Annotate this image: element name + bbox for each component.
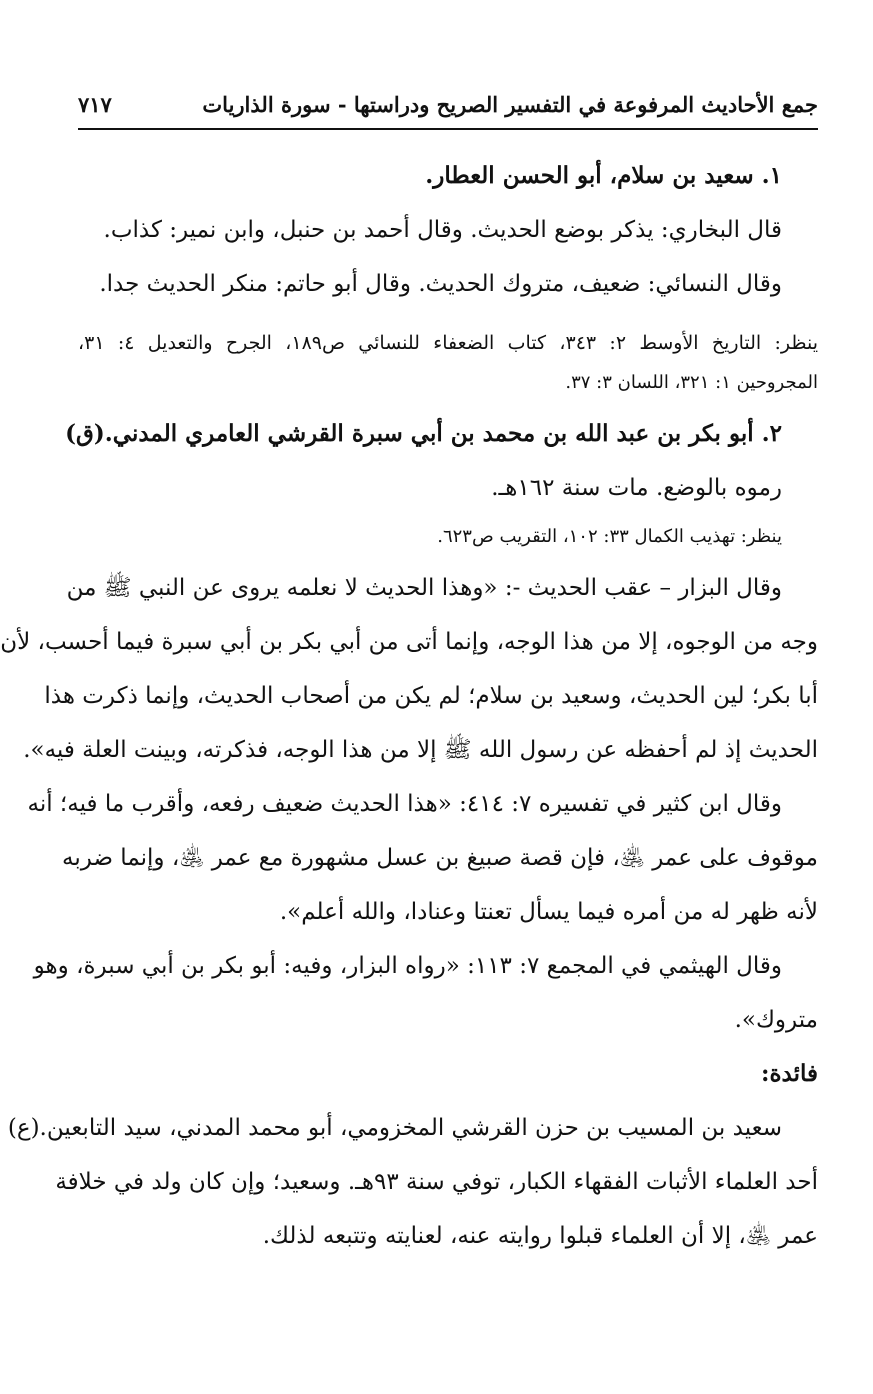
running-header (78, 92, 818, 130)
narrator-1-references-line-1: ينظر: التاريخ الأوسط ٢: ٣٤٣، كتاب الضعفاء للنسائي ص١٨٩، الجرح والتعديل ٤: ٣١، (78, 332, 818, 354)
ibn-kathir-comment-line-2: موقوف على عمر ﵁، فإن قصة صبيغ بن عسل مشهورة مع عمر ﵁، وإنما ضربه (62, 845, 818, 871)
narrator-2-heading: ٢. أبو بكر بن عبد الله بن محمد بن أبي سبرة القرشي العامري المدني.(ق) (65, 420, 782, 447)
page-number: ٧١٧ (78, 92, 112, 117)
running-header-title: جمع الأحاديث المرفوعة في التفسير الصريح ودراستها - سورة الذاريات (202, 92, 818, 117)
bazzar-comment-line-3: أبا بكر؛ لين الحديث، وسعيد بن سلام؛ لم يكن من أصحاب الحديث، وإنما ذكرت هذا (44, 683, 818, 709)
bazzar-comment-line-1: وقال البزار – عقب الحديث -: «وهذا الحديث لا نعلمه يروى عن النبي ﷺ من (66, 575, 782, 601)
narrator-1-nasai-verdict: وقال النسائي: ضعيف، متروك الحديث. وقال أبو حاتم: منكر الحديث جدا. (99, 271, 782, 297)
narrator-1-bukhari-verdict: قال البخاري: يذكر بوضع الحديث. وقال أحمد بن حنبل، وابن نمير: كذاب. (103, 217, 782, 243)
ibn-kathir-comment-line-3: لأنه ظهر له من أمره فيما يسأل تعنتا وعنادا، والله أعلم». (279, 899, 818, 925)
haythami-comment-line-1: وقال الهيثمي في المجمع ٧: ١١٣: «رواه البزار، وفيه: أبو بكر بن أبي سبرة، وهو (33, 953, 782, 979)
benefit-heading: فائدة: (760, 1060, 818, 1087)
benefit-line-3: عمر ﵁، إلا أن العلماء قبلوا روايته عنه، لعنايته وتتبعه لذلك. (262, 1223, 818, 1249)
bazzar-comment-line-4: الحديث إذ لم أحفظه عن رسول الله ﷺ إلا من هذا الوجه، فذكرته، وبينت العلة فيه». (23, 737, 818, 763)
ibn-kathir-comment-line-1: وقال ابن كثير في تفسيره ٧: ٤١٤: «هذا الحديث ضعيف رفعه، وأقرب ما فيه؛ أنه (27, 791, 782, 817)
bazzar-comment-line-2: وجه من الوجوه، إلا من هذا الوجه، وإنما أتى من أبي بكر بن أبي سبرة فيما أحسب، لأن (0, 629, 818, 655)
narrator-1-references-line-2: المجروحين ١: ٣٢١، اللسان ٣: ٣٧. (565, 372, 818, 393)
narrator-2-references: ينظر: تهذيب الكمال ٣٣: ١٠٢، التقريب ص٦٢٣. (437, 526, 782, 547)
benefit-line-1: سعيد بن المسيب بن حزن القرشي المخزومي، أبو محمد المدني، سيد التابعين.(ع) (7, 1115, 782, 1141)
narrator-2-verdict: رموه بالوضع. مات سنة ١٦٢هـ. (491, 475, 782, 501)
narrator-1-heading: ١. سعيد بن سلام، أبو الحسن العطار. (425, 162, 782, 189)
haythami-comment-line-2: متروك». (734, 1007, 818, 1033)
benefit-line-2: أحد العلماء الأثبات الفقهاء الكبار، توفي سنة ٩٣هـ. وسعيد؛ وإن كان ولد في خلافة (55, 1169, 818, 1195)
